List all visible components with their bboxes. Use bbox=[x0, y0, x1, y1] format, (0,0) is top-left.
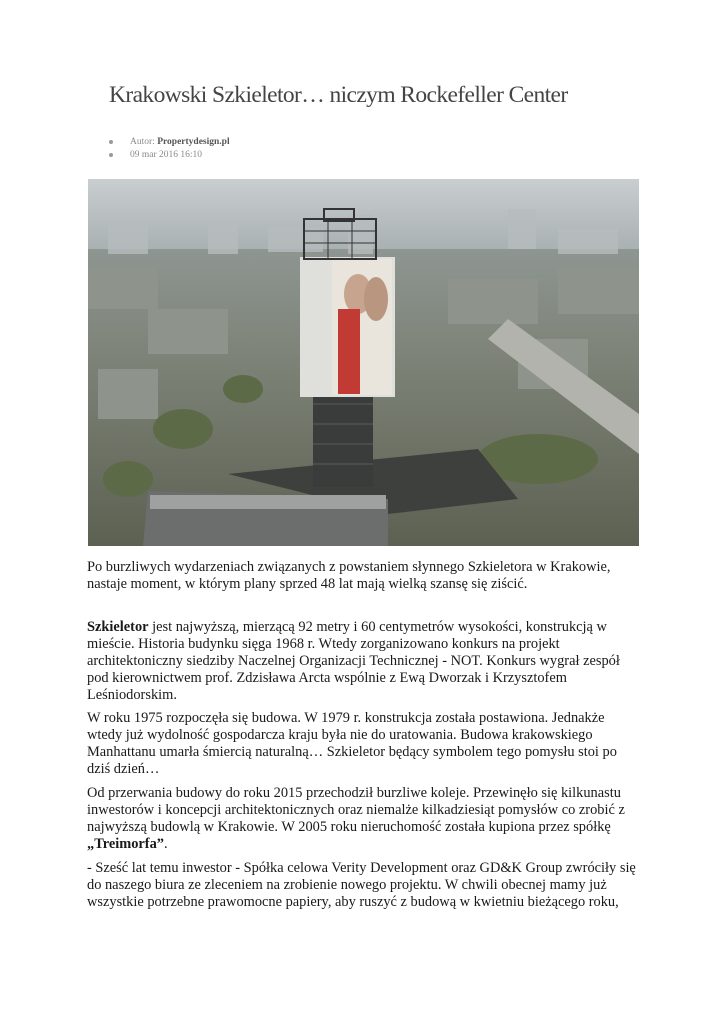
date-line bbox=[109, 149, 230, 162]
article-meta bbox=[109, 136, 230, 162]
paragraph-history bbox=[87, 619, 639, 704]
publish-date: 09 mar 2016 16:10 bbox=[130, 150, 203, 160]
article-title: Krakowski Szkieletor… niczym Rockefeller Center bbox=[109, 82, 568, 108]
paragraph-investors bbox=[87, 785, 639, 853]
paragraph-investors-text: Od przerwania budowy do roku 2015 przechodził burzliwe koleje. Przewinęło się kilkunastu inwestorów i koncepcji architektonicznych oraz niemalże kilkadziesiąt pomysłów co zrobić z najwyższą budowlą w Krakowie. W 2005 roku nieruchomość została kupiona przez spółkę bbox=[87, 785, 625, 835]
paragraph-investors-end: . bbox=[164, 836, 168, 852]
building-name: Szkieletor bbox=[87, 619, 149, 635]
paragraph-construction: W roku 1975 rozpoczęła się budowa. W 1979 r. konstrukcja została postawiona. Jednakże wtedy już wydolność gospodarcza kraju była nie do uratowania. Budowa krakowskiego Manhattanu umarła śmiercią naturalną… Szkieletor będący symbolem tego pomysłu stoi po dziś dzień… bbox=[87, 710, 617, 777]
article-photo bbox=[88, 179, 639, 546]
paragraph-intro: Po burzliwych wydarzeniach związanych z powstaniem słynnego Szkieletora w Krakowie, nastaje moment, w którym plany sprzed 48 lat mają wielką szansę się ziścić. bbox=[87, 559, 611, 592]
company-name: „Treimorfa” bbox=[87, 836, 164, 852]
paragraph-history-text: jest najwyższą, mierzącą 92 metry i 60 centymetrów wysokości, konstrukcją w mieście. Historia budynku sięga 1968 r. Wtedy zorganizowano konkurs na projekt architektoniczny siedziby Naczelnej Organizacji Technicznej - NOT. Konkurs wygrał zespół pod kierownictwem prof. Zdzisława Arcta wspólnie z Ewą Dworzak i Krzysztofem Leśniodorskim. bbox=[87, 619, 620, 703]
paragraph-quote: - Sześć lat temu inwestor - Spółka celowa Verity Development oraz GD&K Group zwróciły się do naszego biura ze zleceniem na zrobienie nowego projektu. W chwili obecnej mamy już wszystkie potrzebne prawomocne papiery, aby ruszyć z budową w kwietniu bieżącego roku, bbox=[87, 860, 636, 910]
author-label: Autor: bbox=[130, 137, 158, 147]
author-name[interactable]: Propertydesign.pl bbox=[157, 137, 230, 147]
author-line bbox=[109, 136, 230, 149]
